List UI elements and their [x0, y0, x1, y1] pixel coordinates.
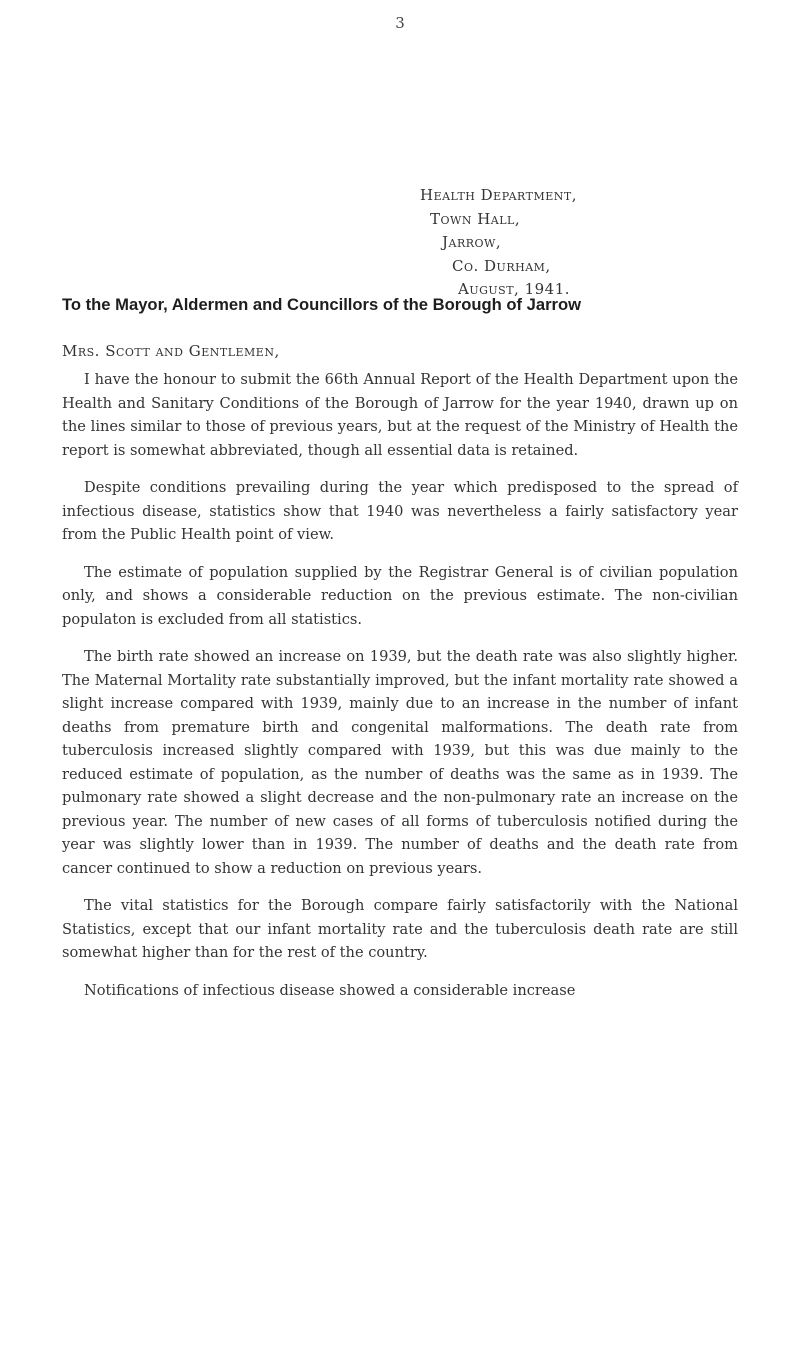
body-paragraph: The birth rate showed an increase on 1939, but the death rate was also slightly higher. The Maternal Mortality rate substantially improved, but the infant mortality rate showed a slight increase compared with 1939, mainly due to an increase in the number of infant deaths from premature birth and congenital malformations. The death rate from tuberculosis increased slightly compared with 1939, but this was due mainly to the reduced estimate of population, as the number of deaths was the same as in 1939. The pulmonary rate showed a slight decrease and the non-pulmonary rate an increase on the previous year. The number of new cases of all forms of tuberculosis notified during the year was slightly lower than in 1939. The number of deaths and the death rate from cancer continued to show a reduction on previous years.	[62, 648, 738, 877]
body-paragraph: Notifications of infectious disease showed a considerable increase	[84, 981, 576, 999]
body-paragraph: Despite conditions prevailing during the year which predisposed to the spread of infectious disease, statistics show that 1940 was nevertheless a fairly satisfactory year from the Public Health point of view.	[62, 479, 738, 543]
body-paragraph: I have the honour to submit the 66th Annual Report of the Health Department upon the Health and Sanitary Conditions of the Borough of Jarrow for the year 1940, drawn up on the lines similar to those of previous years, but at the request of the Ministry of Health the report is somewhat abbreviated, though all essential data is retained.	[62, 371, 738, 459]
body-paragraph: The vital statistics for the Borough compare fairly satisfactorily with the National Statistics, except that our infant mortality rate and the tuberculosis death rate are still somewhat higher than for the rest of the country.	[62, 897, 738, 961]
address-line: Co. Durham,	[452, 256, 551, 275]
address-line: Jarrow,	[442, 233, 502, 251]
address-line: Town Hall,	[430, 209, 521, 228]
letter-heading: To the Mayor, Aldermen and Councillors of the Borough of Jarrow	[62, 295, 582, 314]
address-line: Health Department,	[420, 186, 578, 204]
address-date: August, 1941.	[458, 280, 571, 298]
sender-address	[420, 184, 577, 302]
letter-body	[62, 368, 738, 1016]
page-number: 3	[395, 14, 405, 32]
salutation: Mrs. Scott and Gentlemen,	[62, 342, 280, 360]
body-paragraph: The estimate of population supplied by the Registrar General is of civilian population only, and shows a considerable reduction on the previous estimate. The non-civilian populaton is excluded from all statistics.	[62, 563, 738, 628]
